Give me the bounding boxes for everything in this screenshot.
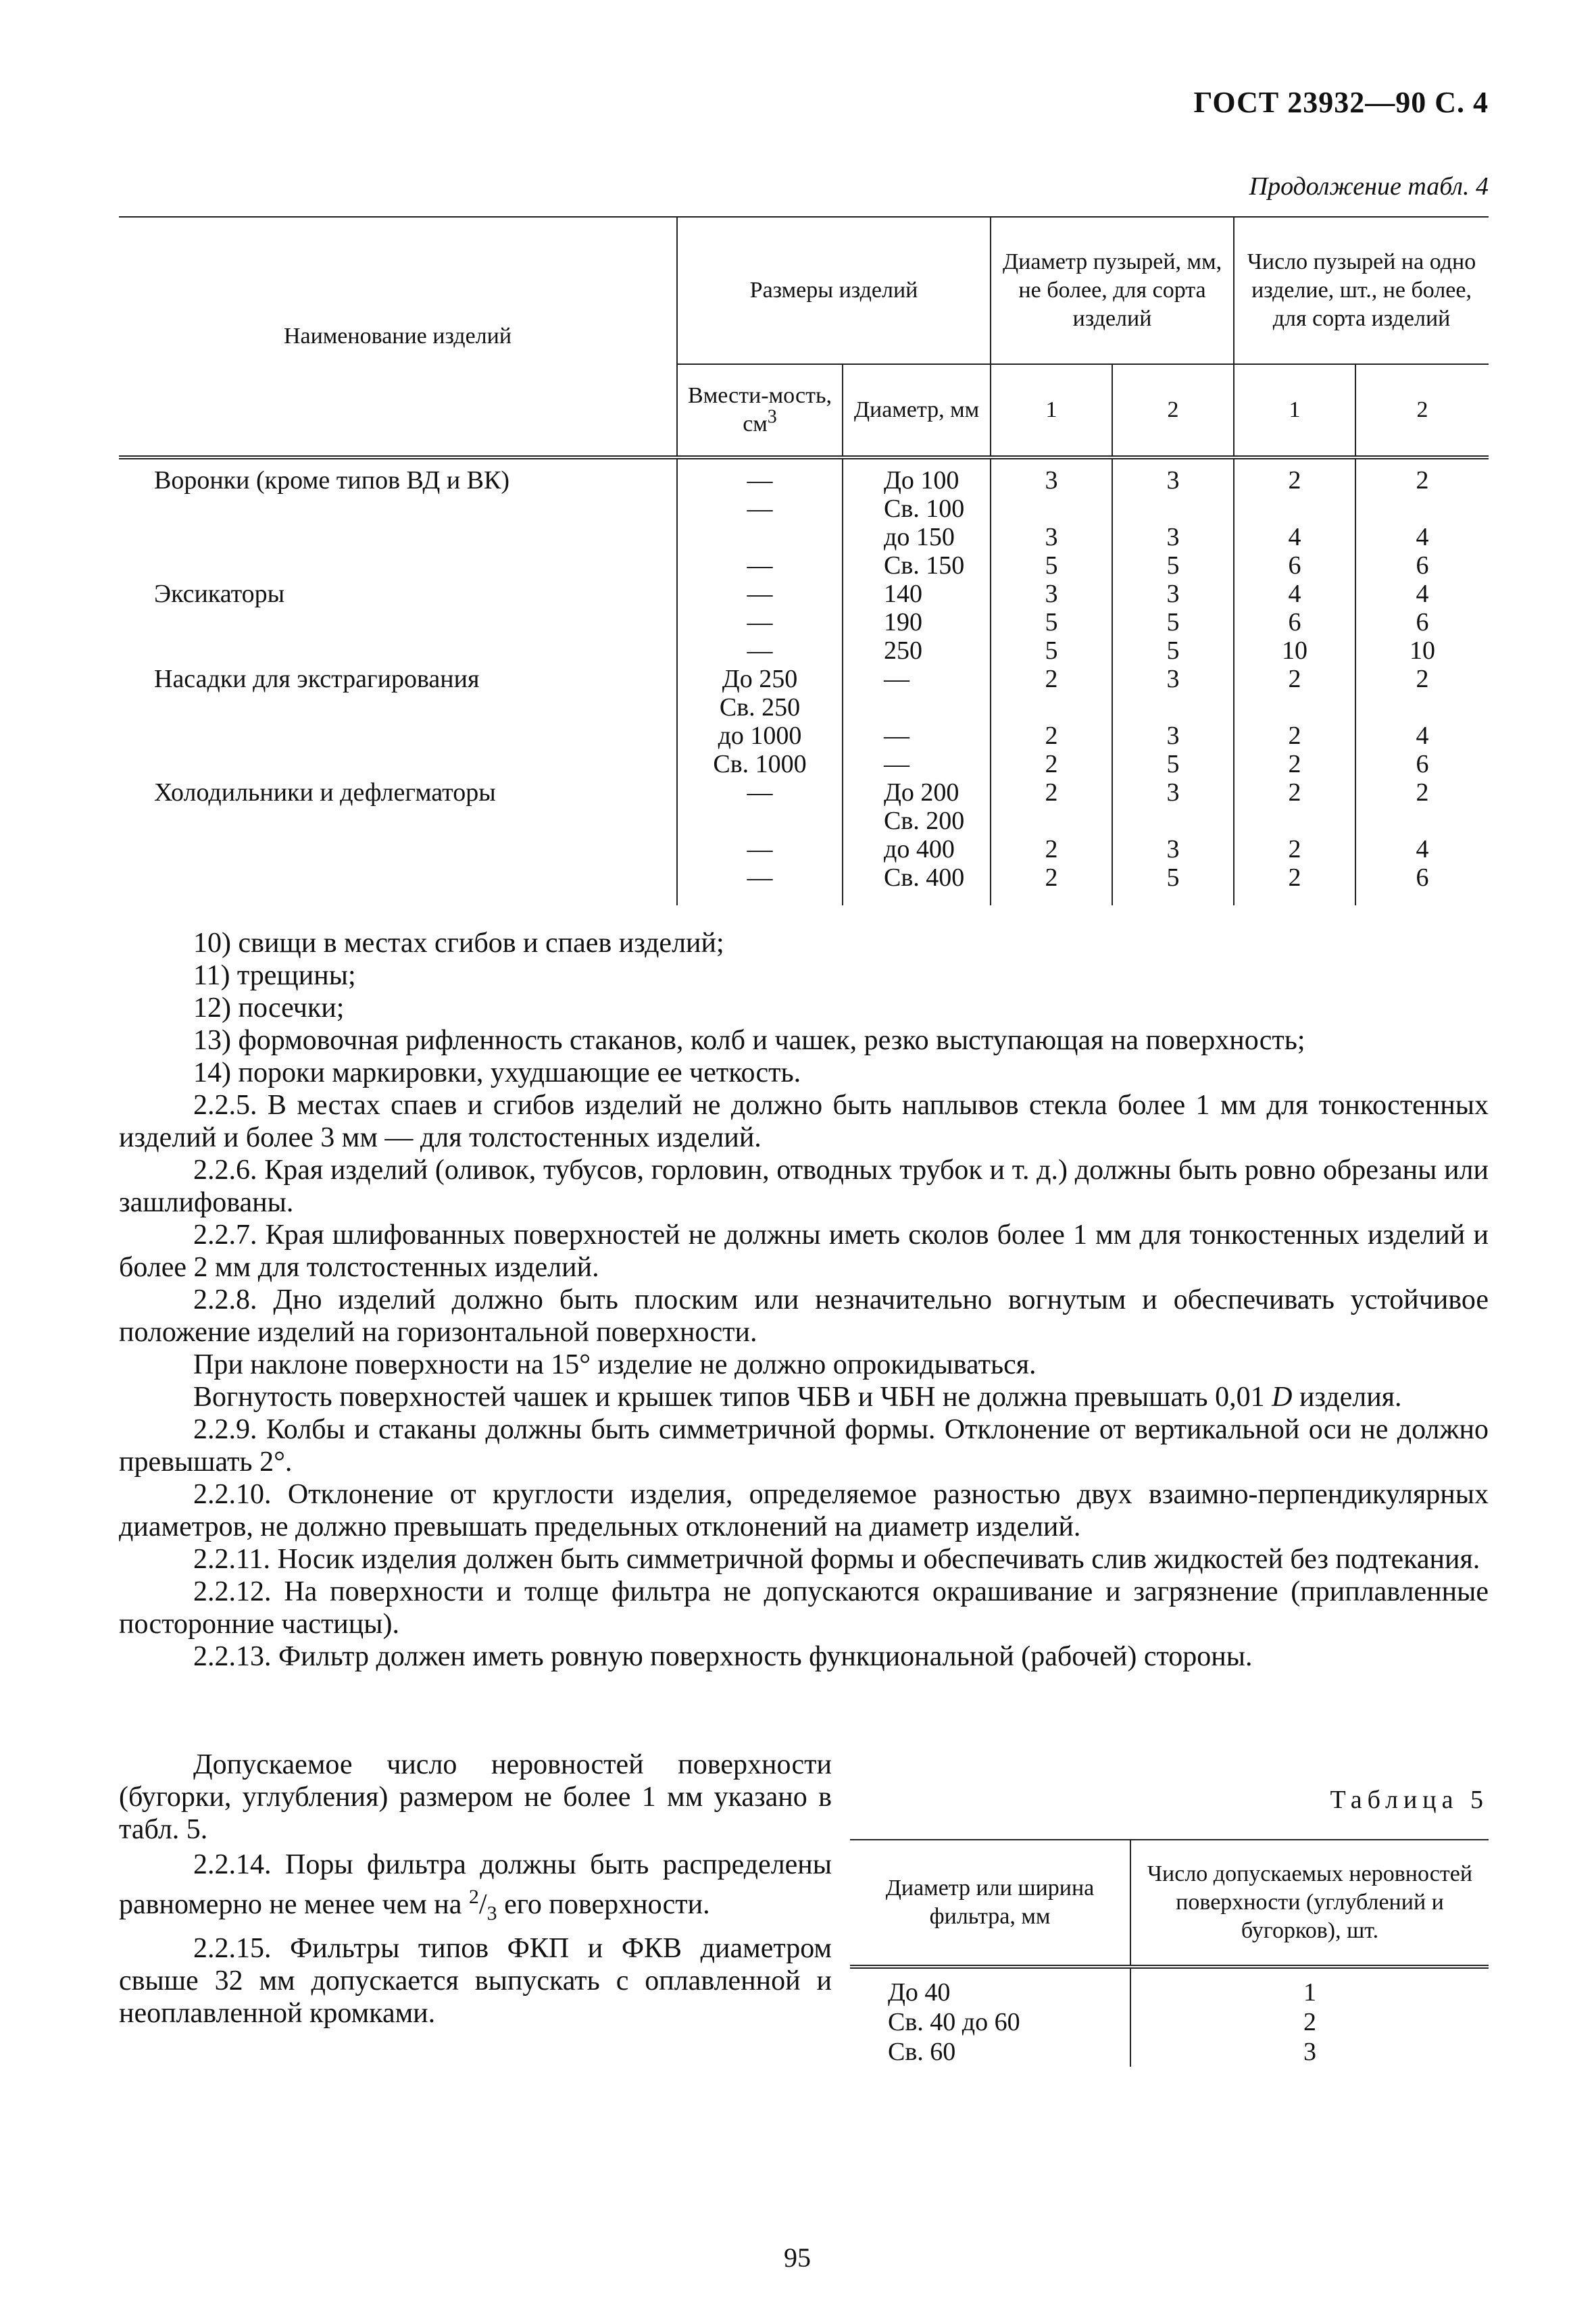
table-row <box>119 693 1489 722</box>
t4-cell-d1: 5 <box>991 608 1112 636</box>
t4-cell-diam: 140 <box>843 580 991 608</box>
table-row <box>119 722 1489 750</box>
pores-text-end: его поверхности. <box>504 1889 710 1920</box>
clause-2-2-11: 2.2.11. Носик изделия должен быть симметричной формы и обеспечивать слив жидкостей без подтекания. <box>193 1544 1480 1575</box>
t4-cell-name <box>119 807 677 835</box>
t4-cell-n2: 6 <box>1355 863 1489 905</box>
t4-cell-d2: 3 <box>1112 665 1234 693</box>
list-item-11: 11) трещины; <box>193 960 356 991</box>
t4-cell-n2: 4 <box>1355 835 1489 863</box>
col-header-bubble-diameter: Диаметр пузырей, мм, не более, для сорта изделий <box>991 217 1234 364</box>
t4-cell-diam: Св. 400 <box>843 863 991 905</box>
t4-cell-name <box>119 863 677 905</box>
t4-cell-d2: 3 <box>1112 722 1234 750</box>
t4-cell-n1: 2 <box>1234 778 1355 807</box>
t4-cell-d2: 3 <box>1112 457 1234 495</box>
t4-cell-d1: 2 <box>991 778 1112 807</box>
col-header-count-grade-1: 1 <box>1234 364 1355 457</box>
t4-cell-vol: — <box>677 608 843 636</box>
t4-cell-diam: До 100 <box>843 457 991 495</box>
concavity-d-symbol: D <box>1272 1382 1293 1413</box>
t4-cell-n2: 2 <box>1355 665 1489 693</box>
table-row <box>119 551 1489 580</box>
clause-2-2-15: 2.2.15. Фильтры типов ФКП и ФКВ диаметром свыше 32 мм допускается выпускать с оплавленной и неоплавленной кромками. <box>119 1933 832 2030</box>
t4-cell-name <box>119 722 677 750</box>
list-item-10: 10) свищи в местах сгибов и спаев изделий; <box>193 928 724 959</box>
t4-cell-diam <box>843 693 991 722</box>
table-row <box>119 665 1489 693</box>
table-row <box>119 608 1489 636</box>
t4-cell-diam: — <box>843 665 991 693</box>
clause-2-2-12: 2.2.12. На поверхности и толще фильтра не допускаются окрашивание и загрязнение (приплавленные посторонние частицы). <box>119 1576 1489 1640</box>
t4-cell-n1: 4 <box>1234 580 1355 608</box>
t5-col-header-size: Диаметр или ширина фильтра, мм <box>850 1840 1130 1967</box>
table-5-body <box>850 1967 1489 2067</box>
col-header-bubble-count: Число пузырей на одно изделие, шт., не более, для сорта изделий <box>1234 217 1489 364</box>
col-header-volume-text: Вмести-мость, см <box>688 383 832 436</box>
col-header-name: Наименование изделий <box>119 217 677 457</box>
fraction-numerator: 2 <box>468 1886 479 1908</box>
t4-cell-n1: 2 <box>1234 722 1355 750</box>
t4-cell-diam: 250 <box>843 636 991 665</box>
col-header-grade-2: 2 <box>1112 364 1234 457</box>
col-header-volume <box>677 364 843 457</box>
t5-cell-count: 3 <box>1130 2037 1489 2067</box>
col-header-sizes: Размеры изделий <box>677 217 991 364</box>
t4-cell-diam: до 150 <box>843 523 991 551</box>
list-item-13: 13) формовочная рифленность стаканов, колб и чашек, резко выступающая на поверхность; <box>193 1025 1305 1056</box>
col-header-grade-1: 1 <box>991 364 1112 457</box>
t4-cell-diam: — <box>843 750 991 778</box>
t4-cell-vol <box>677 523 843 551</box>
t4-cell-n2: 10 <box>1355 636 1489 665</box>
t4-cell-n1: 2 <box>1234 665 1355 693</box>
clause-2-2-10: 2.2.10. Отклонение от круглости изделия, определяемое разностью двух взаимно-перпендикулярных диаметров, не должно превышать предельных отклонений на диаметр изделий. <box>119 1479 1489 1542</box>
t4-cell-name <box>119 835 677 863</box>
t4-cell-n1: 2 <box>1234 863 1355 905</box>
table-row <box>119 580 1489 608</box>
t4-cell-n1 <box>1234 693 1355 722</box>
fraction-two-thirds: $^2/_3$ <box>468 1886 497 1925</box>
page-header: ГОСТ 23932—90 С. 4 <box>1193 86 1489 119</box>
t4-cell-diam: До 200 <box>843 778 991 807</box>
table-continuation-label: Продолжение табл. 4 <box>1249 172 1489 201</box>
t4-cell-diam: Св. 150 <box>843 551 991 580</box>
table-5-title: Таблица 5 <box>1330 1786 1489 1814</box>
t4-cell-d1 <box>991 807 1112 835</box>
t4-cell-name <box>119 636 677 665</box>
t4-cell-d1: 2 <box>991 665 1112 693</box>
t4-cell-n2: 6 <box>1355 608 1489 636</box>
concavity-text: Вогнутость поверхностей чашек и крышек типов ЧБВ и ЧБН не должна превышать 0,01 <box>193 1382 1265 1413</box>
t4-cell-name: Насадки для экстрагирования <box>154 665 480 693</box>
page-number: 95 <box>784 2242 811 2273</box>
t4-cell-name <box>119 495 677 523</box>
clause-2-2-6: 2.2.6. Края изделий (оливок, тубусов, горловин, отводных трубок и т. д.) должны быть ровно обрезаны или зашлифованы. <box>119 1155 1489 1218</box>
clause-2-2-8-tilt: При наклоне поверхности на 15° изделие не должно опрокидываться. <box>193 1349 1037 1380</box>
t4-cell-d1: 3 <box>991 457 1112 495</box>
t4-cell-diam: 190 <box>843 608 991 636</box>
t4-cell-vol: — <box>677 457 843 495</box>
clause-2-2-9: 2.2.9. Колбы и стаканы должны быть симметричной формы. Отклонение от вертикальной оси не должно превышать 2°. <box>119 1414 1489 1478</box>
t4-cell-d2 <box>1112 495 1234 523</box>
clause-2-2-5: 2.2.5. В местах спаев и сгибов изделий не должно быть наплывов стекла более 1 мм для тонкостенных изделий и более 3 мм — для толстостенных изделий. <box>119 1090 1489 1153</box>
col-header-diameter: Диаметр, мм <box>843 364 991 457</box>
t4-cell-name <box>119 523 677 551</box>
t4-cell-d2: 5 <box>1112 608 1234 636</box>
t4-cell-d2: 3 <box>1112 778 1234 807</box>
t4-cell-vol <box>677 807 843 835</box>
t4-cell-n2: 4 <box>1355 523 1489 551</box>
table-row <box>119 457 1489 495</box>
t4-cell-n1: 2 <box>1234 835 1355 863</box>
t4-cell-n2 <box>1355 495 1489 523</box>
t4-cell-d1 <box>991 693 1112 722</box>
t4-cell-n1: 6 <box>1234 551 1355 580</box>
t4-cell-n1: 4 <box>1234 523 1355 551</box>
t4-cell-d1: 3 <box>991 523 1112 551</box>
table-row <box>119 778 1489 807</box>
clause-2-2-14 <box>119 1848 832 1930</box>
t4-cell-name: Эксикаторы <box>154 580 285 608</box>
table-row <box>850 2037 1489 2067</box>
table-5 <box>850 1839 1489 2067</box>
t4-cell-d1: 3 <box>991 580 1112 608</box>
col-header-count-grade-2: 2 <box>1355 364 1489 457</box>
list-item-12: 12) посечки; <box>193 992 345 1024</box>
t4-cell-diam: Св. 200 <box>843 807 991 835</box>
table-row <box>119 495 1489 523</box>
t4-cell-vol: — <box>677 778 843 807</box>
t4-cell-n2: 6 <box>1355 750 1489 778</box>
table-row <box>119 807 1489 835</box>
t5-col-header-count: Число допускаемых неровностей поверхности (углублений и бугорков), шт. <box>1130 1840 1489 1967</box>
t5-cell-count: 2 <box>1130 2007 1489 2037</box>
t4-cell-d2 <box>1112 693 1234 722</box>
clause-2-2-7: 2.2.7. Края шлифованных поверхностей не должны иметь сколов более 1 мм для тонкостенных изделий и более 2 мм для толстостенных изделий. <box>119 1219 1489 1283</box>
table-row <box>119 863 1489 905</box>
clause-2-2-8-concavity <box>119 1381 1489 1413</box>
table-4-body <box>119 457 1489 905</box>
t5-cell-size: До 40 <box>888 1978 951 2007</box>
table-row <box>119 750 1489 778</box>
t4-cell-d2: 5 <box>1112 551 1234 580</box>
t4-cell-d2: 5 <box>1112 863 1234 905</box>
t4-cell-n2: 6 <box>1355 551 1489 580</box>
list-item-14: 14) пороки маркировки, ухудшающие ее четкость. <box>193 1057 801 1088</box>
t5-cell-count: 1 <box>1130 1967 1489 2007</box>
table-row <box>119 835 1489 863</box>
t4-cell-name <box>119 693 677 722</box>
t4-cell-diam: — <box>843 722 991 750</box>
clause-2-2-8: 2.2.8. Дно изделий должно быть плоским или незначительно вогнутым и обеспечивать устойчивое положение изделий на горизонтальной поверхности. <box>119 1284 1489 1348</box>
t4-cell-vol: Св. 1000 <box>677 750 843 778</box>
t4-cell-d1: 5 <box>991 551 1112 580</box>
t4-cell-d1 <box>991 495 1112 523</box>
table-row <box>850 2007 1489 2037</box>
t4-cell-d2 <box>1112 807 1234 835</box>
t4-cell-n1: 6 <box>1234 608 1355 636</box>
t4-cell-vol: до 1000 <box>677 722 843 750</box>
t4-cell-n2: 4 <box>1355 580 1489 608</box>
t4-cell-name: Холодильники и дефлегматоры <box>154 778 496 807</box>
t4-cell-name <box>119 608 677 636</box>
t4-cell-diam: Св. 100 <box>843 495 991 523</box>
t4-cell-d1: 2 <box>991 835 1112 863</box>
t5-cell-size: Св. 40 до 60 <box>888 2008 1020 2036</box>
t4-cell-diam: до 400 <box>843 835 991 863</box>
t4-cell-d2: 5 <box>1112 636 1234 665</box>
t4-cell-vol: — <box>677 551 843 580</box>
table-row <box>850 1967 1489 2007</box>
t4-cell-vol: Св. 250 <box>677 693 843 722</box>
t4-cell-n2 <box>1355 807 1489 835</box>
t4-cell-d1: 2 <box>991 863 1112 905</box>
table-row <box>119 523 1489 551</box>
clause-2-2-13-tolerance: Допускаемое число неровностей поверхности (бугорки, углубления) размером не более 1 мм указано в табл. 5. <box>119 1749 832 1845</box>
t4-cell-name: Воронки (кроме типов ВД и ВК) <box>154 466 510 495</box>
pores-text: 2.2.14. Поры фильтра должны быть распределены равномерно не менее чем на <box>119 1849 832 1920</box>
t4-cell-n1 <box>1234 495 1355 523</box>
t4-cell-n1 <box>1234 807 1355 835</box>
t4-cell-d2: 5 <box>1112 750 1234 778</box>
concavity-text-end: изделия. <box>1299 1382 1402 1413</box>
t4-cell-n2: 2 <box>1355 457 1489 495</box>
t4-cell-d2: 3 <box>1112 580 1234 608</box>
t4-cell-d1: 2 <box>991 750 1112 778</box>
t4-cell-vol: — <box>677 863 843 905</box>
t4-cell-vol: — <box>677 636 843 665</box>
t4-cell-n1: 10 <box>1234 636 1355 665</box>
col-header-volume-sup: 3 <box>767 406 777 428</box>
t4-cell-d1: 5 <box>991 636 1112 665</box>
left-column-text <box>119 1749 832 2030</box>
t4-cell-vol: — <box>677 835 843 863</box>
t4-cell-name <box>119 750 677 778</box>
fraction-denominator: 3 <box>487 1902 497 1925</box>
t4-cell-vol: — <box>677 495 843 523</box>
body-text <box>119 927 1489 1673</box>
t4-cell-vol: До 250 <box>677 665 843 693</box>
t4-cell-n1: 2 <box>1234 457 1355 495</box>
t4-cell-vol: — <box>677 580 843 608</box>
t4-cell-n2: 4 <box>1355 722 1489 750</box>
clause-2-2-13: 2.2.13. Фильтр должен иметь ровную поверхность функциональной (рабочей) стороны. <box>193 1641 1253 1672</box>
t4-cell-d1: 2 <box>991 722 1112 750</box>
t4-cell-n1: 2 <box>1234 750 1355 778</box>
t4-cell-n2 <box>1355 693 1489 722</box>
t4-cell-d2: 3 <box>1112 523 1234 551</box>
t4-cell-d2: 3 <box>1112 835 1234 863</box>
t4-cell-n2: 2 <box>1355 778 1489 807</box>
table-row <box>119 636 1489 665</box>
t4-cell-name <box>119 551 677 580</box>
table-4 <box>119 216 1489 905</box>
t5-cell-size: Св. 60 <box>888 2038 956 2066</box>
